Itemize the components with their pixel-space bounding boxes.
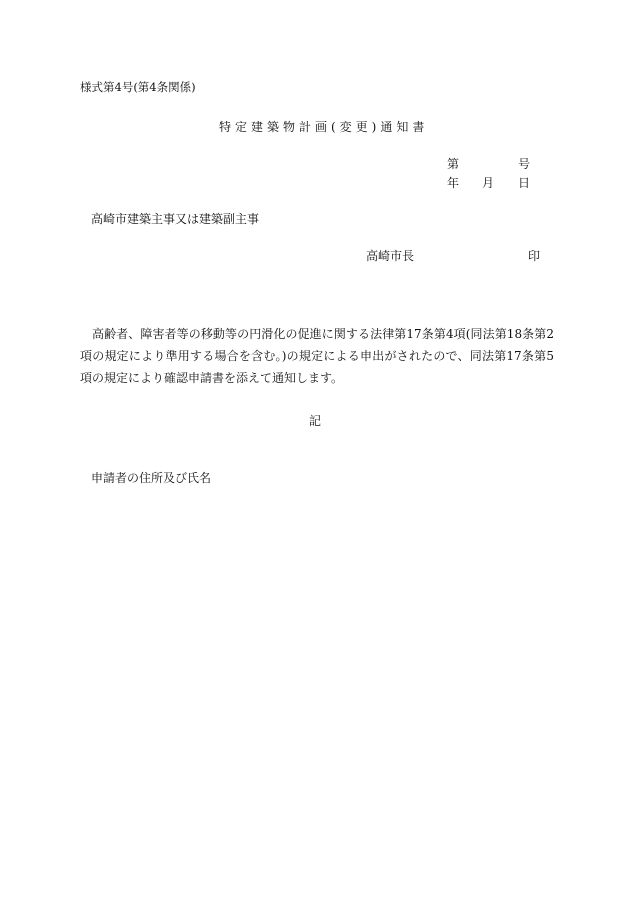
date-day-label: 日 [518,176,531,190]
addressee: 高崎市建築主事又は建築副主事 [91,212,260,226]
seal-mark: 印 [528,249,541,263]
document-title: 特定建築物計画(変更)通知書 [219,120,429,134]
ki-heading: 記 [309,414,322,428]
body-paragraph: 高齢者、障害者等の移動等の円滑化の促進に関する法律第17条第4項(同法第18条第2項の規定により準用する場合を含む。)の規定による申出がされたので、同法第17条第5項の規定により確認申請書を添えて通知します。 [80,327,554,385]
form-number: 様式第4号(第4条関係) [80,80,196,94]
number-prefix: 第 [447,157,460,171]
sender-name: 高崎市長 [366,249,415,263]
number-suffix: 号 [518,157,531,171]
date-year-label: 年 [447,176,460,190]
date-month-label: 月 [482,176,495,190]
applicant-label: 申請者の住所及び氏名 [91,471,212,485]
